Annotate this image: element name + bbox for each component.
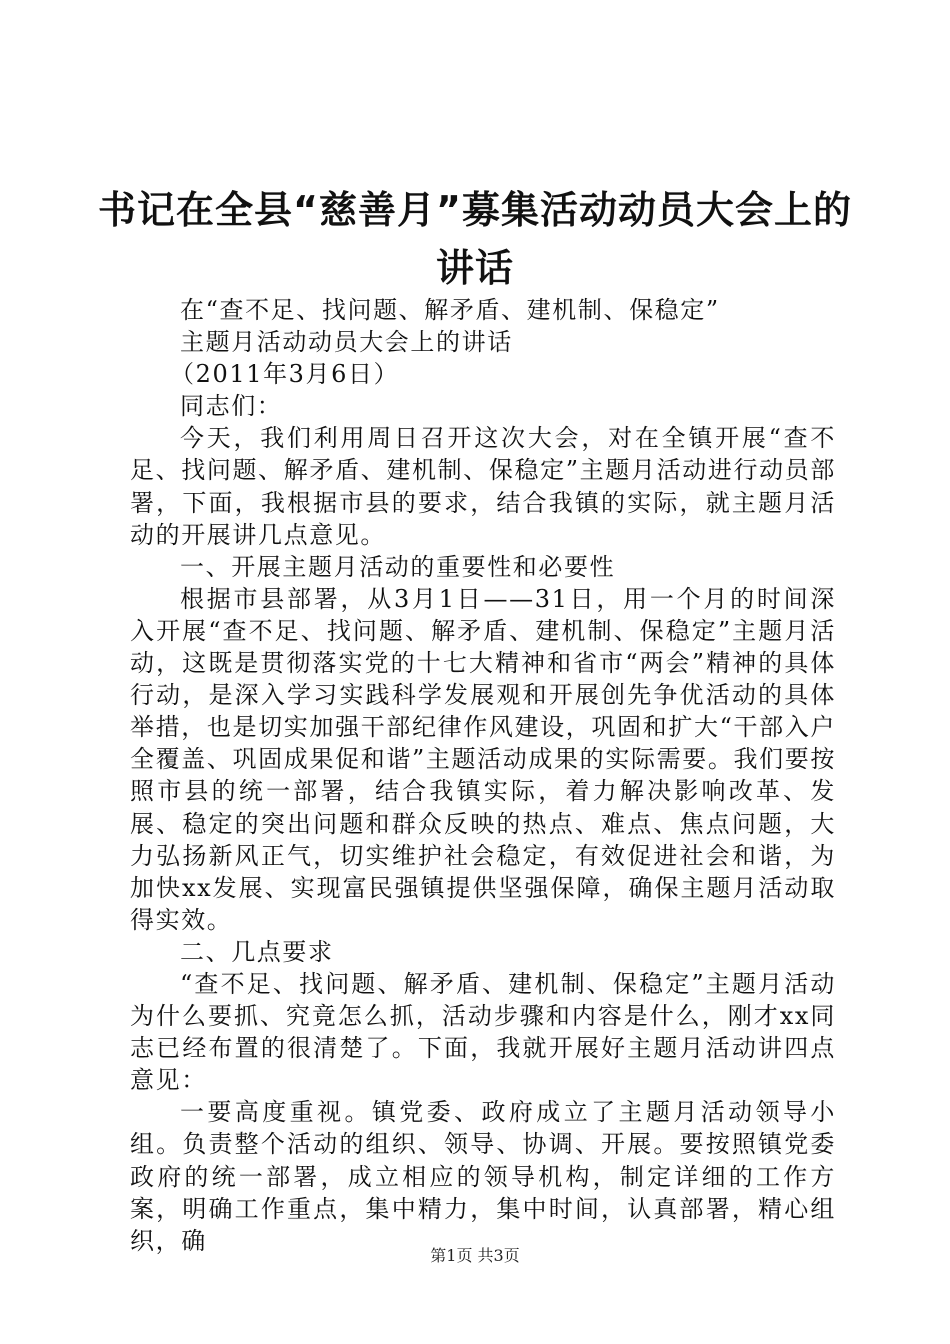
document-body (130, 294, 836, 1257)
page-number-footer: 第1页 共3页 (430, 1246, 520, 1265)
subtitle-line-2: 主题月活动动员大会上的讲话 (180, 328, 513, 357)
subtitle-line-1: 在“查不足、找问题、解矛盾、建机制、保稳定” (180, 296, 720, 324)
section-heading-1: 一、开展主题月活动的重要性和必要性 (180, 552, 616, 581)
salutation: 同志们： (180, 392, 283, 421)
paragraph: 根据市县部署，从3月1日——31日，用一个月的时间深入开展“查不足、找问题、解矛盾、建机制、保稳定”主题月活动，这既是贯彻落实党的十七大精神和省市“两会”精神的具体行动，是深入学习实践科学发展观和开展创先争优活动的具体举措，也是切实加强干部纪律作风建设，巩固和扩大“干部入户全覆盖、巩固成果促和谐”主题活动成果的实际需要。我们要按照市县的统一部署，结合我镇实际，着力解决影响改革、发展、稳定的突出问题和群众反映的热点、难点、焦点问题，大力弘扬新风正气，切实维护社会稳定，有效促进社会和谐，为加快xx发展、实现富民强镇提供坚强保障，确保主题月活动取得实效。 (130, 584, 836, 934)
document-title-line-2: 讲话 (435, 246, 514, 290)
paragraph: 一要高度重视。镇党委、政府成立了主题月活动领导小组。负责整个活动的组织、领导、协调、开展。要按照镇党委政府的统一部署，成立相应的领导机构，制定详细的工作方案，明确工作重点，集中精力，集中时间，认真部署，精心组织，确 (130, 1098, 836, 1255)
section-heading-2: 二、几点要求 (180, 937, 334, 966)
speech-date: （2011年3月6日） (170, 360, 400, 389)
paragraph: 今天，我们利用周日召开这次大会，对在全镇开展“查不足、找问题、解矛盾、建机制、保稳定”主题月活动进行动员部署，下面，我根据市县的要求，结合我镇的实际，就主题月活动的开展讲几点意见。 (130, 424, 836, 549)
paragraph: “查不足、找问题、解矛盾、建机制、保稳定”主题月活动为什么要抓、究竟怎么抓，活动步骤和内容是什么，刚才xx同志已经布置的很清楚了。下面，我就开展好主题月活动讲四点意见： (130, 969, 836, 1095)
document-title-line-1: 书记在全县“慈善月”募集活动动员大会上的 (98, 188, 852, 232)
